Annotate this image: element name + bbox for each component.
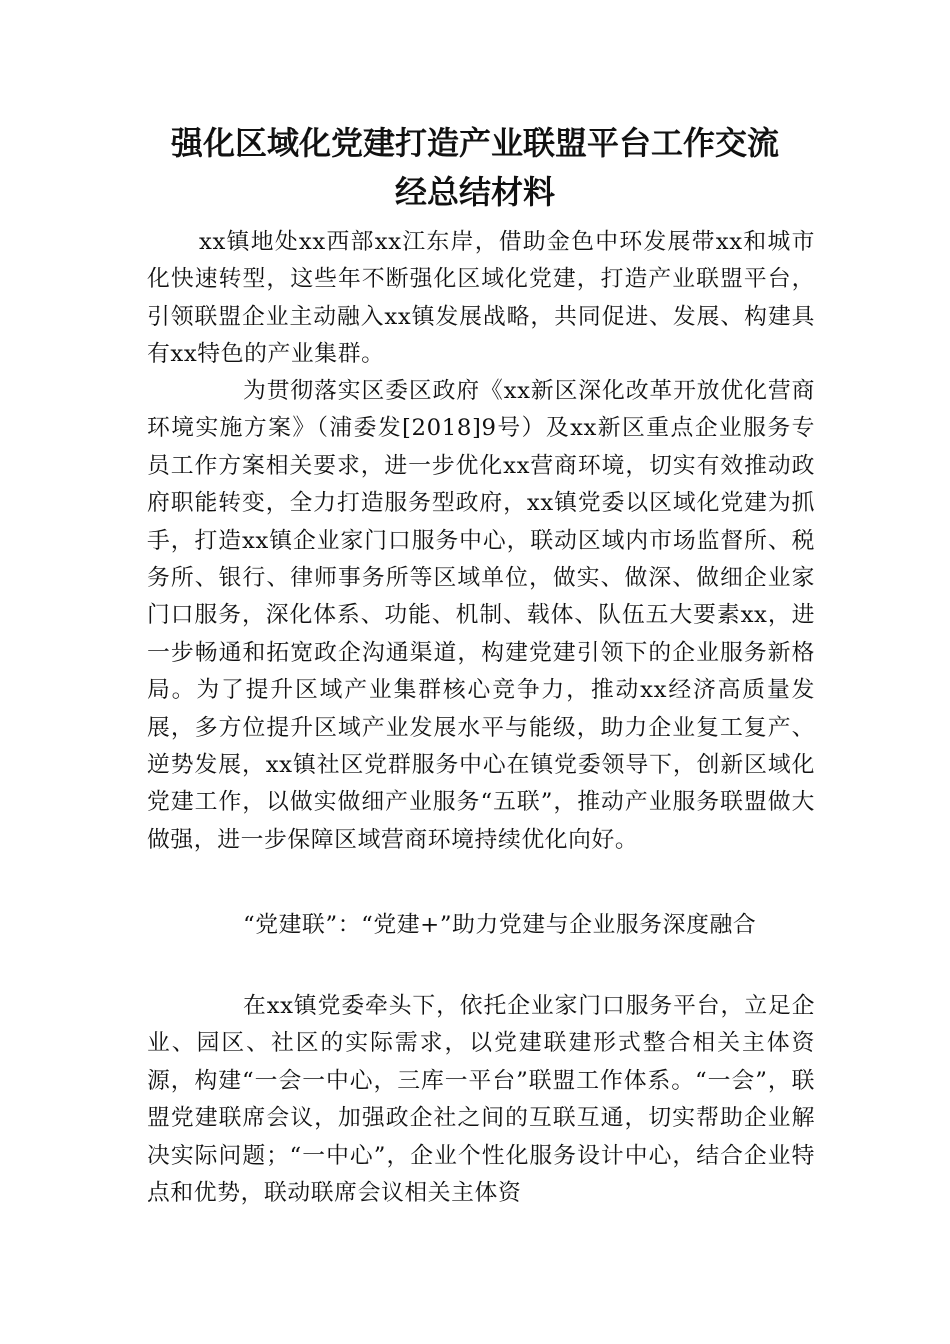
paragraph-intro: xx镇地处xx西部xx江东岸，借助金色中环发展带xx和城市化快速转型，这些年不断强化区域化党建，打造产业联盟平台，引领联盟企业主动融入xx镇发展战略，共同促进、发展、构建具有xx特色的产业集群。 xyxy=(147,229,815,368)
paragraph-background: 为贯彻落实区委区政府《xx新区深化改革开放优化营商环境实施方案》（浦委发[2018]9号）及xx新区重点企业服务专员工作方案相关要求，进一步优化xx营商环境，切实有效推动政府职能转变，全力打造服务型政府，xx镇党委以区域化党建为抓手，打造xx镇企业家门口服务中心，联动区域内市场监督所、税务所、银行、律师事务所等区域单位，做实、做深、做细企业家门口服务，深化体系、功能、机制、载体、队伍五大要素xx，进一步畅通和拓宽政企沟通渠道，构建党建引领下的企业服务新格局。为了提升区域产业集群核心竞争力，推动xx经济高质量发展，多方位提升区域产业发展水平与能级，助力企业复工复产、逆势发展，xx镇社区党群服务中心在镇党委领导下，创新区域化党建工作，以做实做细产业服务“五联”，推动产业服务联盟做大做强，进一步保障区域营商环境持续优化向好。 xyxy=(147,378,815,853)
paragraph-party-building: 在xx镇党委牵头下，依托企业家门口服务平台，立足企业、园区、社区的实际需求，以党建联建形式整合相关主体资源，构建“一会一中心，三库一平台”联盟工作体系。“一会”，联盟党建联席会议，加强政企社之间的互联互通，切实帮助企业解决实际问题；“一中心”，企业个性化服务设计中心，结合企业特点和优势，联动联席会议相关主体资 xyxy=(147,993,815,1207)
document-title-line-1: 强化区域化党建打造产业联盟平台工作交流 xyxy=(170,124,779,162)
section-heading-party-building: “党建联”：“党建+”助力党建与企业服务深度融合 xyxy=(243,912,757,938)
document-title-line-2: 经总结材料 xyxy=(394,173,555,211)
